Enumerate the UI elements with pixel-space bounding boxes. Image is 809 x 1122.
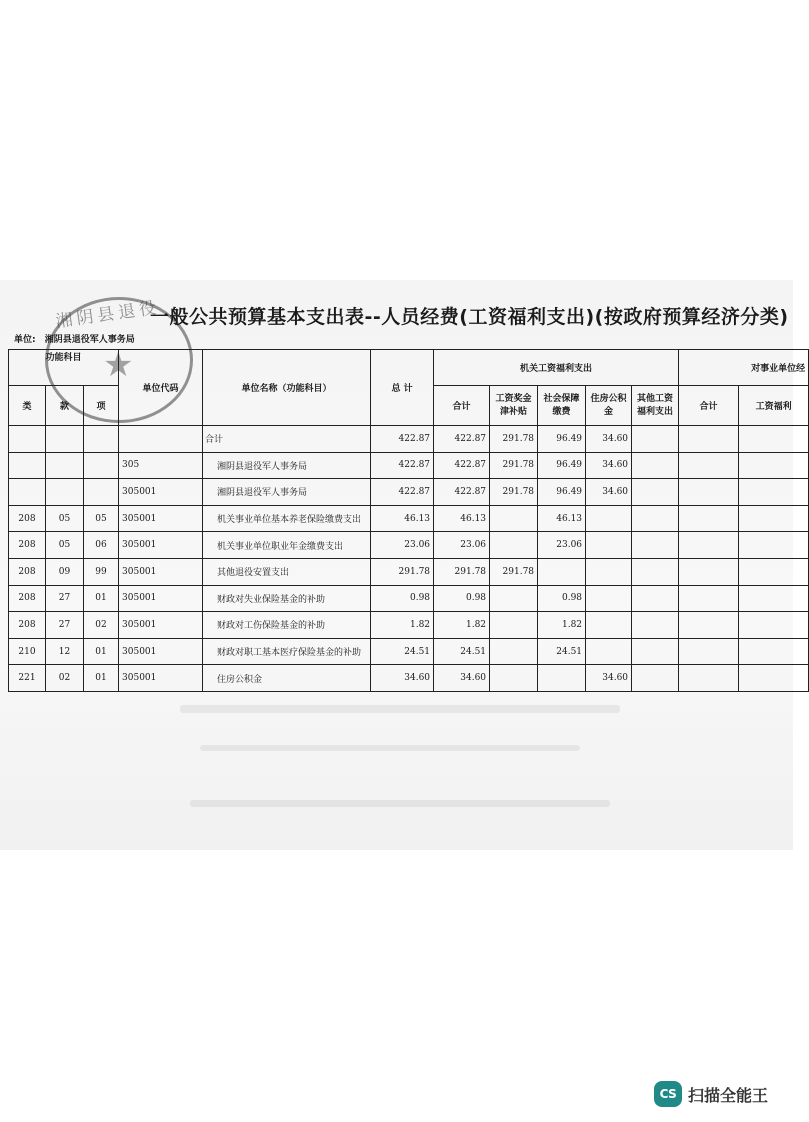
scan-artifact	[180, 705, 620, 713]
cell-code: 305001	[119, 638, 203, 665]
scan-artifact	[190, 800, 610, 807]
cell-kuan	[46, 426, 84, 453]
scan-artifact	[200, 745, 580, 751]
cell-jg-social: 46.13	[538, 505, 586, 532]
cell-code: 305001	[119, 585, 203, 612]
cell-kuan: 05	[46, 532, 84, 559]
cell-name: 机关事业单位职业年金缴费支出	[203, 532, 371, 559]
cell-empty	[739, 585, 809, 612]
cell-empty	[739, 558, 809, 585]
cell-empty	[679, 585, 739, 612]
cell-name: 财政对职工基本医疗保险基金的补助	[203, 638, 371, 665]
cell-jg-social: 23.06	[538, 532, 586, 559]
cell-jg-wage	[490, 532, 538, 559]
cell-xiang: 06	[84, 532, 119, 559]
cell-empty	[679, 638, 739, 665]
cell-kuan	[46, 452, 84, 479]
cell-total: 46.13	[371, 505, 434, 532]
header-unit-code: 单位代码	[119, 350, 203, 426]
seal-text: 湘阴县退役	[54, 297, 162, 333]
cell-lei: 208	[9, 612, 46, 639]
budget-table	[8, 349, 809, 692]
seal-star-icon: ★	[103, 345, 134, 385]
table-row	[9, 585, 809, 612]
cell-xiang: 99	[84, 558, 119, 585]
cell-jg-other	[632, 479, 679, 506]
cell-jg-sum: 34.60	[434, 665, 490, 692]
cell-total: 422.87	[371, 479, 434, 506]
table-body	[9, 426, 809, 692]
cell-total: 23.06	[371, 532, 434, 559]
cell-empty	[739, 452, 809, 479]
cell-xiang: 02	[84, 612, 119, 639]
cell-lei: 208	[9, 532, 46, 559]
header-func-subject: 功能科目	[9, 350, 119, 386]
cell-lei	[9, 452, 46, 479]
cell-jg-sum: 291.78	[434, 558, 490, 585]
header-lei: 类	[9, 386, 46, 426]
cell-jg-sum: 422.87	[434, 426, 490, 453]
cell-empty	[739, 612, 809, 639]
cell-total: 422.87	[371, 426, 434, 453]
cell-jg-wage: 291.78	[490, 558, 538, 585]
cell-jg-social: 96.49	[538, 426, 586, 453]
cell-name: 财政对工伤保险基金的补助	[203, 612, 371, 639]
cell-name: 湘阴县退役军人事务局	[203, 479, 371, 506]
header-kuan: 款	[46, 386, 84, 426]
cell-kuan: 27	[46, 612, 84, 639]
cell-jg-housing	[586, 505, 632, 532]
cell-empty	[739, 638, 809, 665]
table-row	[9, 612, 809, 639]
cell-empty	[679, 479, 739, 506]
cell-kuan: 09	[46, 558, 84, 585]
table-row	[9, 426, 809, 453]
cell-jg-sum: 0.98	[434, 585, 490, 612]
cell-jg-wage	[490, 638, 538, 665]
cell-jg-other	[632, 558, 679, 585]
table-row	[9, 452, 809, 479]
cell-empty	[739, 532, 809, 559]
cell-name: 合计	[203, 426, 371, 453]
cell-lei	[9, 479, 46, 506]
cell-empty	[739, 479, 809, 506]
cell-total: 422.87	[371, 452, 434, 479]
table-row	[9, 505, 809, 532]
cell-empty	[679, 665, 739, 692]
cell-jg-housing	[586, 532, 632, 559]
cell-jg-social: 96.49	[538, 452, 586, 479]
cell-empty	[739, 426, 809, 453]
unit-line	[14, 332, 135, 345]
cell-jg-social	[538, 665, 586, 692]
cell-jg-other	[632, 612, 679, 639]
cell-total: 291.78	[371, 558, 434, 585]
table-row	[9, 479, 809, 506]
cell-jg-housing: 34.60	[586, 479, 632, 506]
cell-kuan: 27	[46, 585, 84, 612]
cell-jg-wage: 291.78	[490, 479, 538, 506]
cell-empty	[679, 452, 739, 479]
cell-code: 305001	[119, 612, 203, 639]
cell-lei: 208	[9, 585, 46, 612]
cell-code	[119, 426, 203, 453]
cell-lei: 208	[9, 505, 46, 532]
cell-kuan: 12	[46, 638, 84, 665]
cell-empty	[679, 505, 739, 532]
cell-code: 305001	[119, 665, 203, 692]
cell-jg-social: 1.82	[538, 612, 586, 639]
cell-xiang	[84, 452, 119, 479]
unit-name: 湘阴县退役军人事务局	[44, 335, 135, 345]
cell-jg-other	[632, 452, 679, 479]
cell-code: 305	[119, 452, 203, 479]
cell-name: 机关事业单位基本养老保险缴费支出	[203, 505, 371, 532]
cell-lei: 208	[9, 558, 46, 585]
cell-jg-other	[632, 426, 679, 453]
cell-jg-wage	[490, 612, 538, 639]
cell-jg-housing: 34.60	[586, 426, 632, 453]
cell-xiang: 01	[84, 638, 119, 665]
header-jg-social: 社会保障缴费	[538, 386, 586, 426]
cell-kuan: 02	[46, 665, 84, 692]
cell-jg-sum: 24.51	[434, 638, 490, 665]
cell-jg-wage: 291.78	[490, 426, 538, 453]
camscanner-logo-icon: CS	[654, 1081, 682, 1107]
cell-jg-social	[538, 558, 586, 585]
cell-jg-housing	[586, 612, 632, 639]
cell-jg-sum: 422.87	[434, 452, 490, 479]
cell-name: 湘阴县退役军人事务局	[203, 452, 371, 479]
cell-jg-sum: 422.87	[434, 479, 490, 506]
cell-xiang	[84, 426, 119, 453]
header-xiang: 项	[84, 386, 119, 426]
cell-jg-social: 24.51	[538, 638, 586, 665]
cell-kuan: 05	[46, 505, 84, 532]
header-sy-wage: 工资福利	[739, 386, 809, 426]
header-jg-sum: 合计	[434, 386, 490, 426]
page-title: 一般公共预算基本支出表--人员经费(工资福利支出)(按政府预算经济分类)	[150, 306, 789, 328]
header-sy-sum: 合计	[679, 386, 739, 426]
cell-lei	[9, 426, 46, 453]
cell-jg-sum: 23.06	[434, 532, 490, 559]
cell-kuan	[46, 479, 84, 506]
cell-jg-other	[632, 665, 679, 692]
table-row	[9, 558, 809, 585]
cell-jg-social: 0.98	[538, 585, 586, 612]
unit-label: 单位:	[14, 335, 36, 345]
cell-total: 0.98	[371, 585, 434, 612]
cell-jg-wage	[490, 585, 538, 612]
cell-total: 24.51	[371, 638, 434, 665]
cell-lei: 221	[9, 665, 46, 692]
watermark-text: 扫描全能王	[688, 1085, 769, 1105]
table-row	[9, 638, 809, 665]
cell-empty	[739, 665, 809, 692]
cell-jg-housing: 34.60	[586, 665, 632, 692]
cell-code: 305001	[119, 479, 203, 506]
table-row	[9, 665, 809, 692]
cell-jg-sum: 1.82	[434, 612, 490, 639]
cell-xiang	[84, 479, 119, 506]
header-unit-name: 单位名称（功能科目）	[203, 350, 371, 426]
header-sy-group: 对事业单位经	[679, 350, 809, 386]
header-jg-group: 机关工资福利支出	[434, 350, 679, 386]
cell-empty	[679, 426, 739, 453]
cell-jg-housing: 34.60	[586, 452, 632, 479]
cell-name: 其他退役安置支出	[203, 558, 371, 585]
cell-total: 34.60	[371, 665, 434, 692]
cell-jg-wage: 291.78	[490, 452, 538, 479]
header-total: 总 计	[371, 350, 434, 426]
cell-xiang: 01	[84, 665, 119, 692]
cell-jg-other	[632, 505, 679, 532]
cell-jg-housing	[586, 558, 632, 585]
cell-name: 住房公积金	[203, 665, 371, 692]
cell-xiang: 01	[84, 585, 119, 612]
cell-jg-wage	[490, 505, 538, 532]
cell-jg-housing	[586, 585, 632, 612]
cell-empty	[739, 505, 809, 532]
table-row	[9, 532, 809, 559]
cell-jg-other	[632, 532, 679, 559]
cell-total: 1.82	[371, 612, 434, 639]
cell-jg-social: 96.49	[538, 479, 586, 506]
cell-jg-wage	[490, 665, 538, 692]
header-jg-wage: 工资奖金津补贴	[490, 386, 538, 426]
cell-jg-sum: 46.13	[434, 505, 490, 532]
cell-code: 305001	[119, 532, 203, 559]
cell-empty	[679, 612, 739, 639]
cell-empty	[679, 558, 739, 585]
cell-jg-other	[632, 638, 679, 665]
cell-jg-housing	[586, 638, 632, 665]
cell-name: 财政对失业保险基金的补助	[203, 585, 371, 612]
cell-empty	[679, 532, 739, 559]
cell-code: 305001	[119, 505, 203, 532]
cell-code: 305001	[119, 558, 203, 585]
cell-xiang: 05	[84, 505, 119, 532]
header-jg-housing: 住房公积金	[586, 386, 632, 426]
cell-jg-other	[632, 585, 679, 612]
scanner-watermark	[654, 1080, 768, 1108]
header-jg-other: 其他工资福利支出	[632, 386, 679, 426]
cell-lei: 210	[9, 638, 46, 665]
